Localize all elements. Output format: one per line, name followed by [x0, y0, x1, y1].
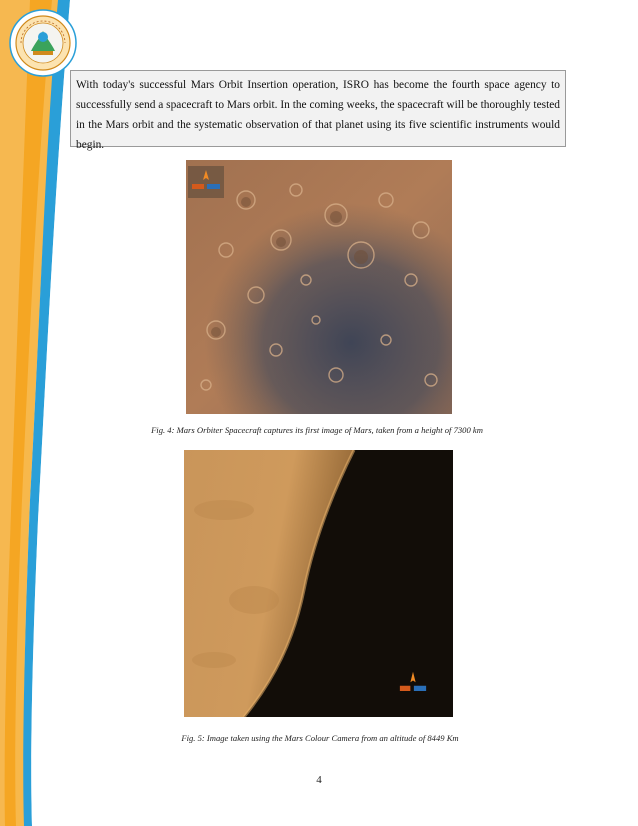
isro-logo-icon — [397, 670, 429, 698]
emblem-logo-icon — [9, 9, 77, 77]
mars-surface-photo — [186, 160, 452, 414]
mars-limb-photo — [184, 450, 453, 717]
intro-paragraph: With today's successful Mars Orbit Insertion operation, ISRO has become the fourth space agency to successfully send a spacecraft to Mars orbit. In the coming weeks, the spacecraft will be thoroughly tested in the Mars orbit and the systematic observation of that planet using its five scientific instruments would begin. — [76, 79, 560, 151]
figure-4-caption: Fig. 4: Mars Orbiter Spacecraft captures its first image of Mars, taken from a height of 7300 km — [151, 425, 483, 435]
figure-5-caption: Fig. 5: Image taken using the Mars Colour Camera from an altitude of 8449 Km — [181, 733, 459, 743]
intro-text-box — [70, 70, 566, 151]
isro-logo-icon — [188, 166, 224, 198]
page-number: 4 — [316, 774, 322, 786]
